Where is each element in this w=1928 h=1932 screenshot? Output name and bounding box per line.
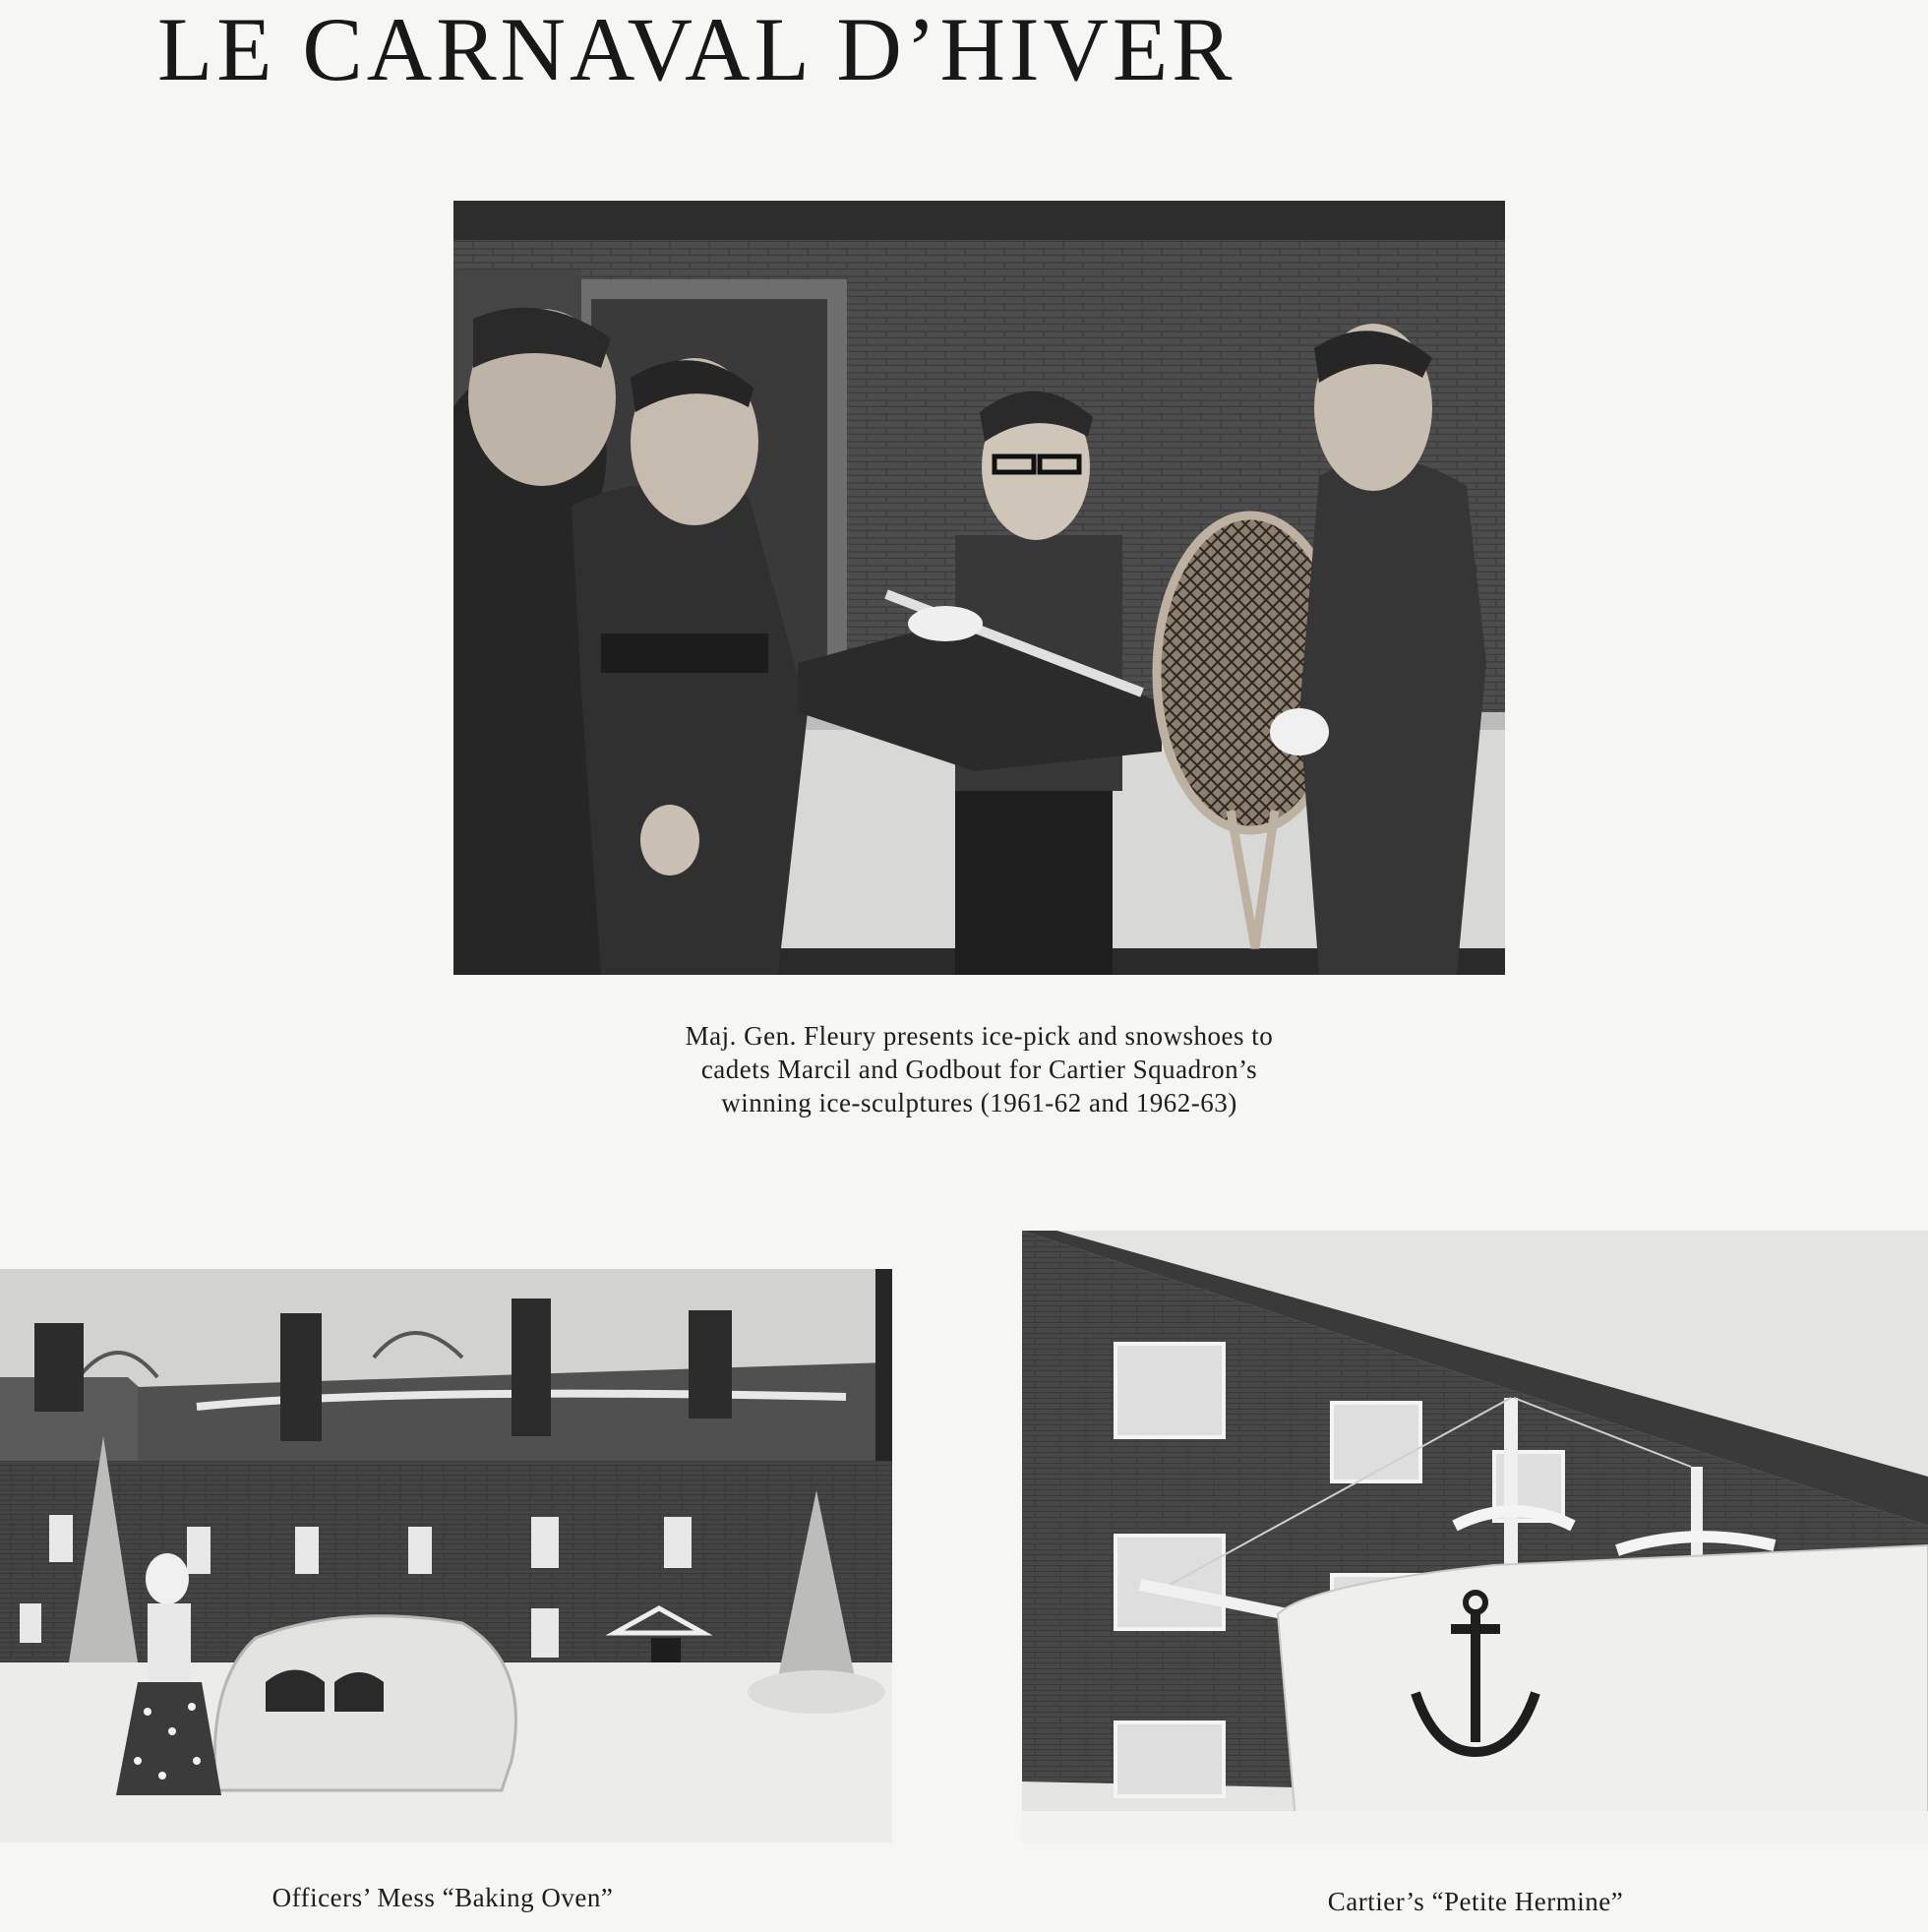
caption-line: cadets Marcil and Godbout for Cartier Squadron’s: [700, 1055, 1258, 1084]
petite-hermine-caption: Cartier’s “Petite Hermine”: [1327, 1887, 1624, 1916]
ceremony-caption: [453, 1019, 1505, 1119]
petite-hermine-photo: [1022, 1231, 1928, 1842]
caption-line: Maj. Gen. Fleury presents ice-pick and snowshoes to: [685, 1021, 1274, 1051]
caption-line: winning ice-sculptures (1961-62 and 1962-63): [721, 1088, 1237, 1117]
ceremony-photo: [453, 201, 1505, 975]
page-title: LE CARNAVAL D’HIVER: [157, 0, 1236, 99]
officers-mess-caption: Officers’ Mess “Baking Oven”: [271, 1883, 614, 1912]
officers-mess-photo: [0, 1269, 892, 1842]
